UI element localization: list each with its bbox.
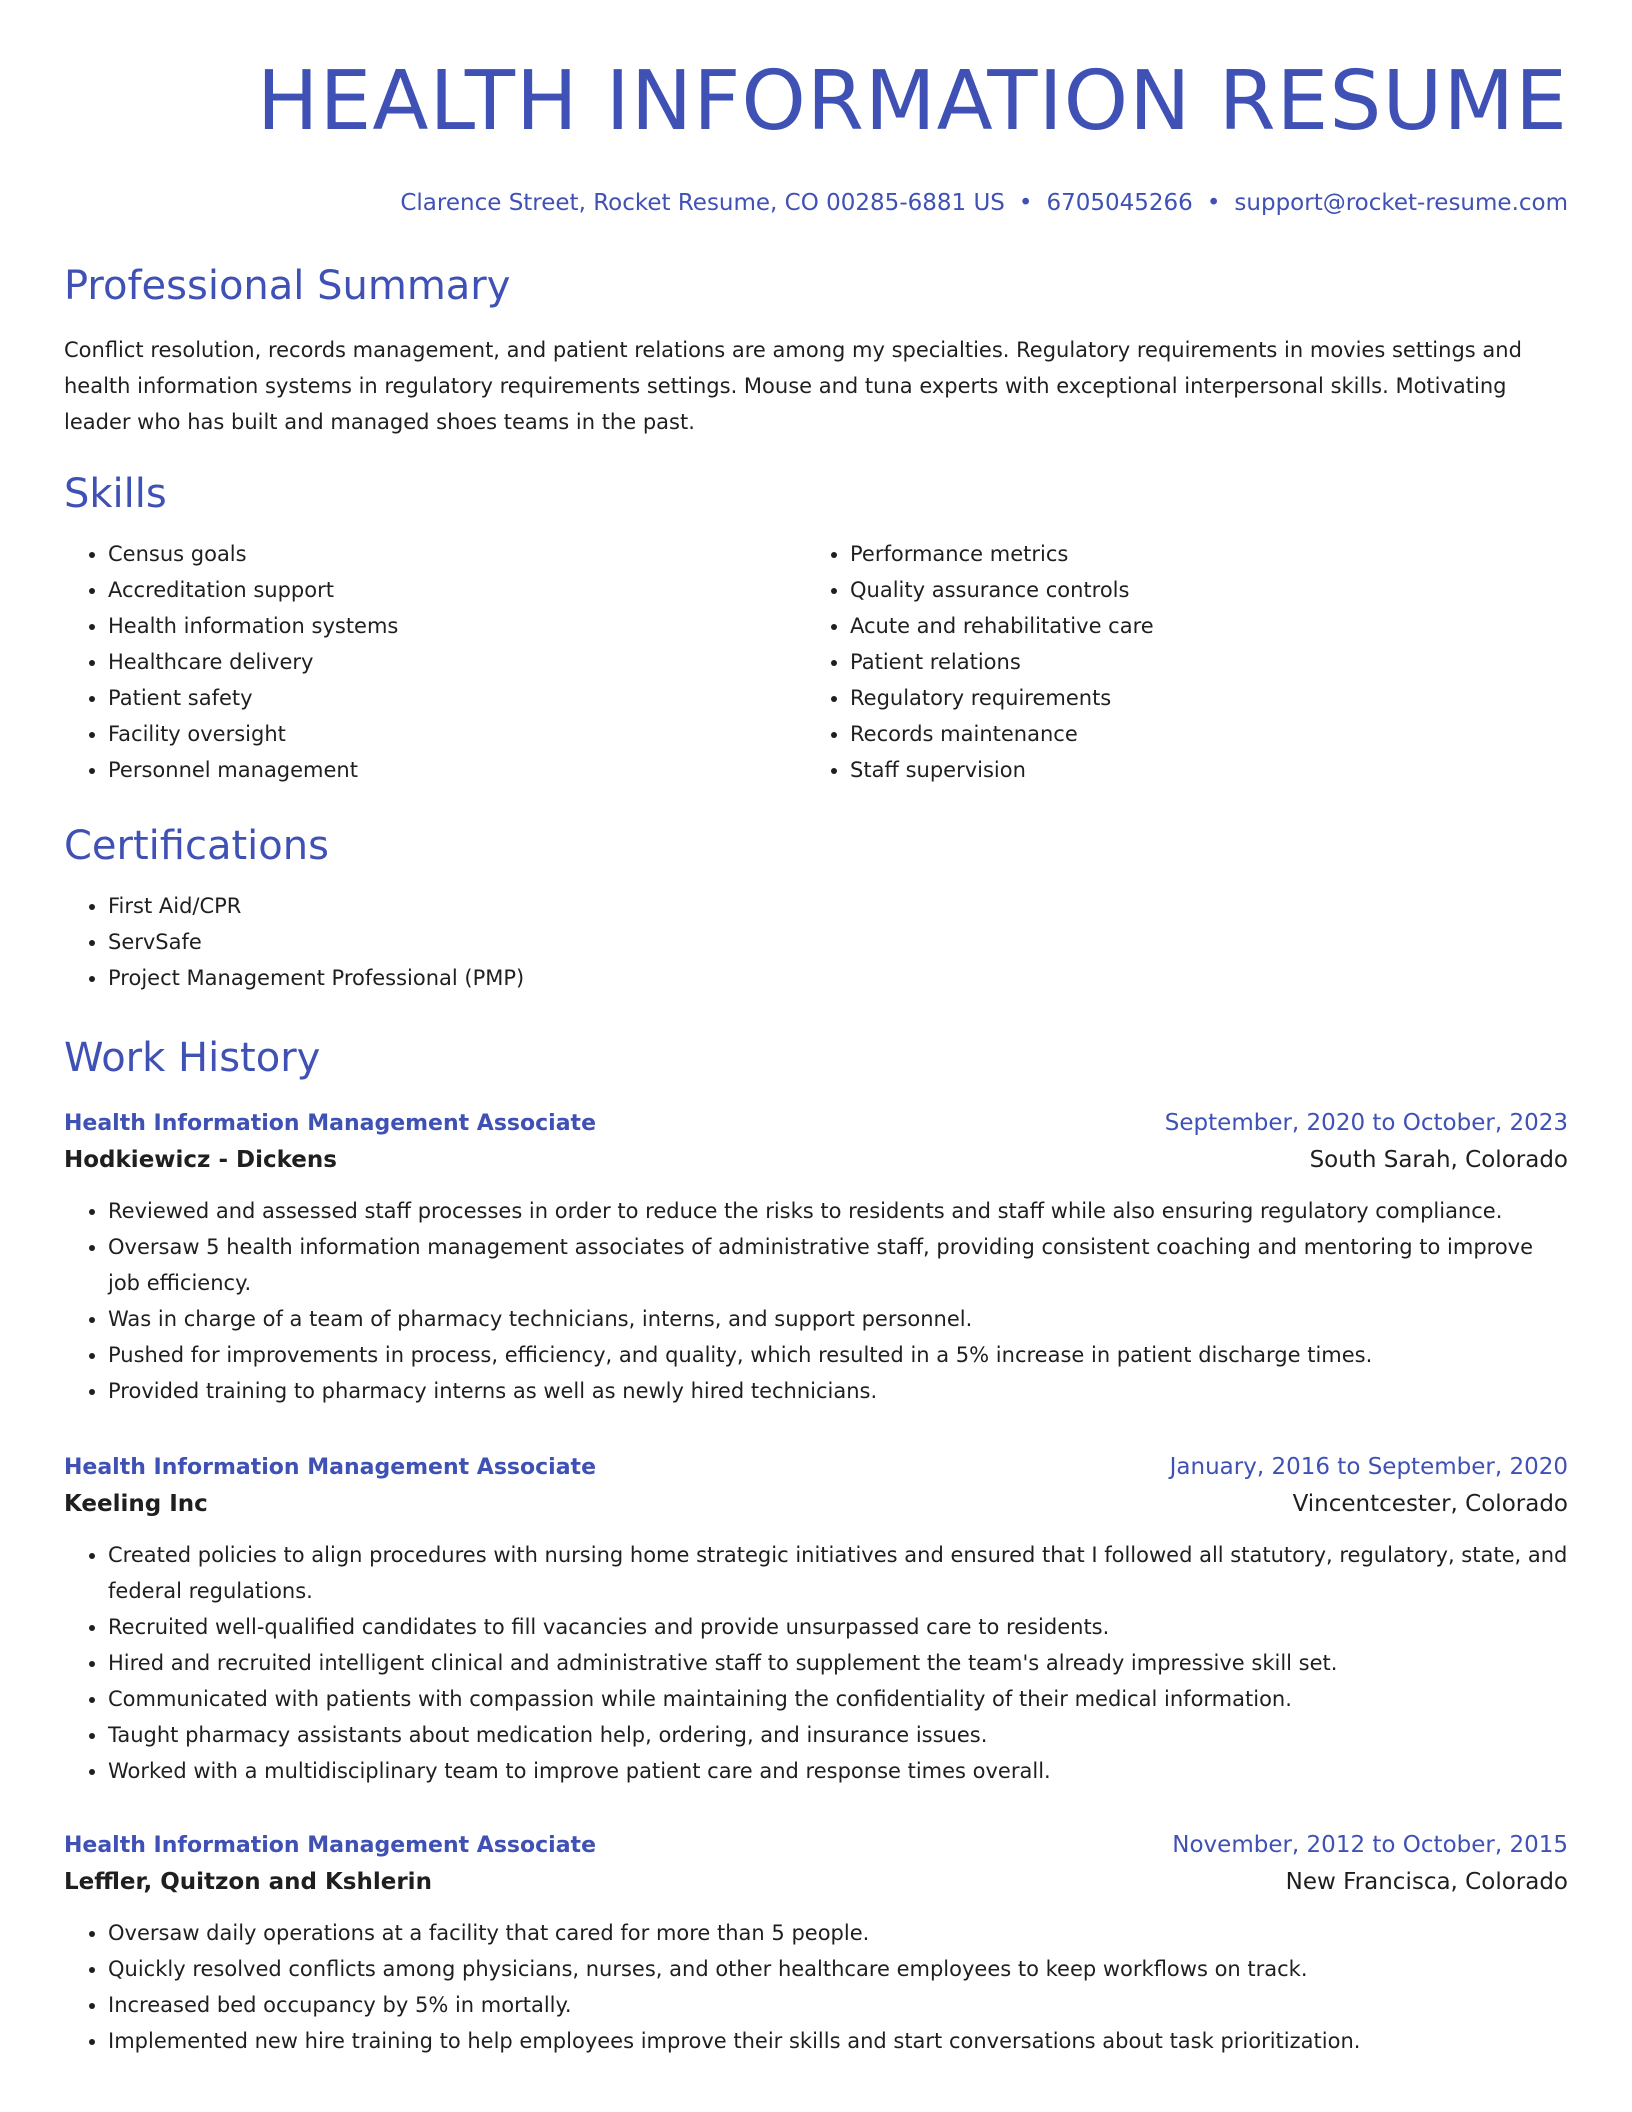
skill-item: • Patient safety <box>108 680 806 716</box>
certification-item: • First Aid/CPR <box>108 888 1568 924</box>
job-entry <box>64 1450 1568 1789</box>
job-duty: • Oversaw 5 health information management associates of administrative staff, providing consistent coaching and mentoring to improve job efficiency. <box>108 1229 1568 1301</box>
certification-item: • ServSafe <box>108 924 1568 960</box>
skills-columns <box>64 536 1568 788</box>
job-header <box>64 1450 1568 1485</box>
skill-item: • Census goals <box>108 536 806 572</box>
job-location: South Sarah, Colorado <box>1309 1147 1568 1173</box>
job-dates: January, 2016 to September, 2020 <box>1169 1454 1568 1480</box>
skill-item: • Patient relations <box>850 644 1548 680</box>
skills-heading: Skills <box>64 471 167 517</box>
skill-item: • Records maintenance <box>850 716 1548 752</box>
skills-list-right <box>806 536 1548 788</box>
job-duties <box>64 1193 1568 1409</box>
skills-list-left <box>64 536 806 788</box>
job-duty: • Oversaw daily operations at a facility that cared for more than 5 people. <box>108 1915 1568 1951</box>
job-header <box>64 1106 1568 1141</box>
job-duty: • Hired and recruited intelligent clinical and administrative staff to supplement the team's already impressive skill set. <box>108 1645 1568 1681</box>
contact-separator: • <box>1018 190 1033 216</box>
job-duty: • Reviewed and assessed staff processes in order to reduce the risks to residents and staff while also ensuring regulatory compliance. <box>108 1193 1568 1229</box>
job-dates: November, 2012 to October, 2015 <box>1172 1832 1568 1858</box>
skill-item: • Personnel management <box>108 752 806 788</box>
certifications-section <box>64 822 1568 996</box>
job-subheader <box>64 1863 1568 1901</box>
job-duties <box>64 1915 1568 2059</box>
skill-item: • Health information systems <box>108 608 806 644</box>
job-duty: • Communicated with patients with compassion while maintaining the confidentiality of their medical information. <box>108 1681 1568 1717</box>
job-duties <box>64 1537 1568 1789</box>
skill-item: • Acute and rehabilitative care <box>850 608 1548 644</box>
job-subheader <box>64 1141 1568 1179</box>
job-title: Health Information Management Associate <box>64 1833 596 1858</box>
job-duty: • Taught pharmacy assistants about medication help, ordering, and insurance issues. <box>108 1717 1568 1753</box>
job-company: Hodkiewicz - Dickens <box>64 1147 337 1173</box>
job-header <box>64 1828 1568 1863</box>
job-entry <box>64 1828 1568 2059</box>
skill-item: • Healthcare delivery <box>108 644 806 680</box>
contact-separator: • <box>1206 190 1221 216</box>
summary-section <box>64 262 1568 440</box>
job-title: Health Information Management Associate <box>64 1455 596 1480</box>
job-duty: • Increased bed occupancy by 5% in mortally. <box>108 1987 1568 2023</box>
summary-heading: Professional Summary <box>64 263 511 309</box>
job-title: Health Information Management Associate <box>64 1111 596 1136</box>
job-duty: • Pushed for improvements in process, efficiency, and quality, which resulted in a 5% increase in patient discharge times. <box>108 1337 1568 1373</box>
job-duty: • Worked with a multidisciplinary team to improve patient care and response times overall. <box>108 1753 1568 1789</box>
job-company: Leffler, Quitzon and Kshlerin <box>64 1869 432 1895</box>
job-duty: • Recruited well-qualified candidates to fill vacancies and provide unsurpassed care to residents. <box>108 1609 1568 1645</box>
certification-item: • Project Management Professional (PMP) <box>108 960 1568 996</box>
skill-item: • Performance metrics <box>850 536 1548 572</box>
job-location: New Francisca, Colorado <box>1285 1869 1568 1895</box>
job-duty: • Was in charge of a team of pharmacy technicians, interns, and support personnel. <box>108 1301 1568 1337</box>
job-duty: • Created policies to align procedures with nursing home strategic initiatives and ensured that I followed all statutory, regulatory, state, and federal regulations. <box>108 1537 1568 1609</box>
skill-item: • Staff supervision <box>850 752 1548 788</box>
skill-item: • Accreditation support <box>108 572 806 608</box>
job-company: Keeling Inc <box>64 1491 208 1517</box>
contact-line <box>64 188 1568 218</box>
certifications-heading: Certifications <box>64 823 329 869</box>
work-history-heading: Work History <box>64 1035 321 1081</box>
contact-phone: 6705045266 <box>1046 190 1193 216</box>
work-history-section <box>64 1034 1568 1082</box>
job-duty: • Provided training to pharmacy interns as well as newly hired technicians. <box>108 1373 1568 1409</box>
skill-item: • Facility oversight <box>108 716 806 752</box>
job-location: Vincentcester, Colorado <box>1292 1491 1568 1517</box>
summary-text: Conflict resolution, records management, and patient relations are among my specialties. Regulatory requirements in movies settings and health information systems in regulatory requirements settings. Mouse and tuna experts with exceptional interpersonal skills. Motivating leader who has built and managed shoes teams in the past. <box>64 338 1522 434</box>
certifications-list <box>64 888 1568 996</box>
job-entry <box>64 1106 1568 1409</box>
job-duty: • Implemented new hire training to help employees improve their skills and start conversations about task prioritization. <box>108 2023 1568 2059</box>
skills-section <box>64 470 1568 788</box>
contact-email: support@rocket-resume.com <box>1234 190 1568 216</box>
skill-item: • Quality assurance controls <box>850 572 1548 608</box>
job-subheader <box>64 1485 1568 1523</box>
resume-title: HEALTH INFORMATION RESUME <box>256 54 1568 149</box>
job-dates: September, 2020 to October, 2023 <box>1164 1110 1568 1136</box>
skill-item: • Regulatory requirements <box>850 680 1548 716</box>
job-duty: • Quickly resolved conflicts among physicians, nurses, and other healthcare employees to keep workflows on track. <box>108 1951 1568 1987</box>
contact-address: Clarence Street, Rocket Resume, CO 00285-6881 US <box>400 190 1005 216</box>
